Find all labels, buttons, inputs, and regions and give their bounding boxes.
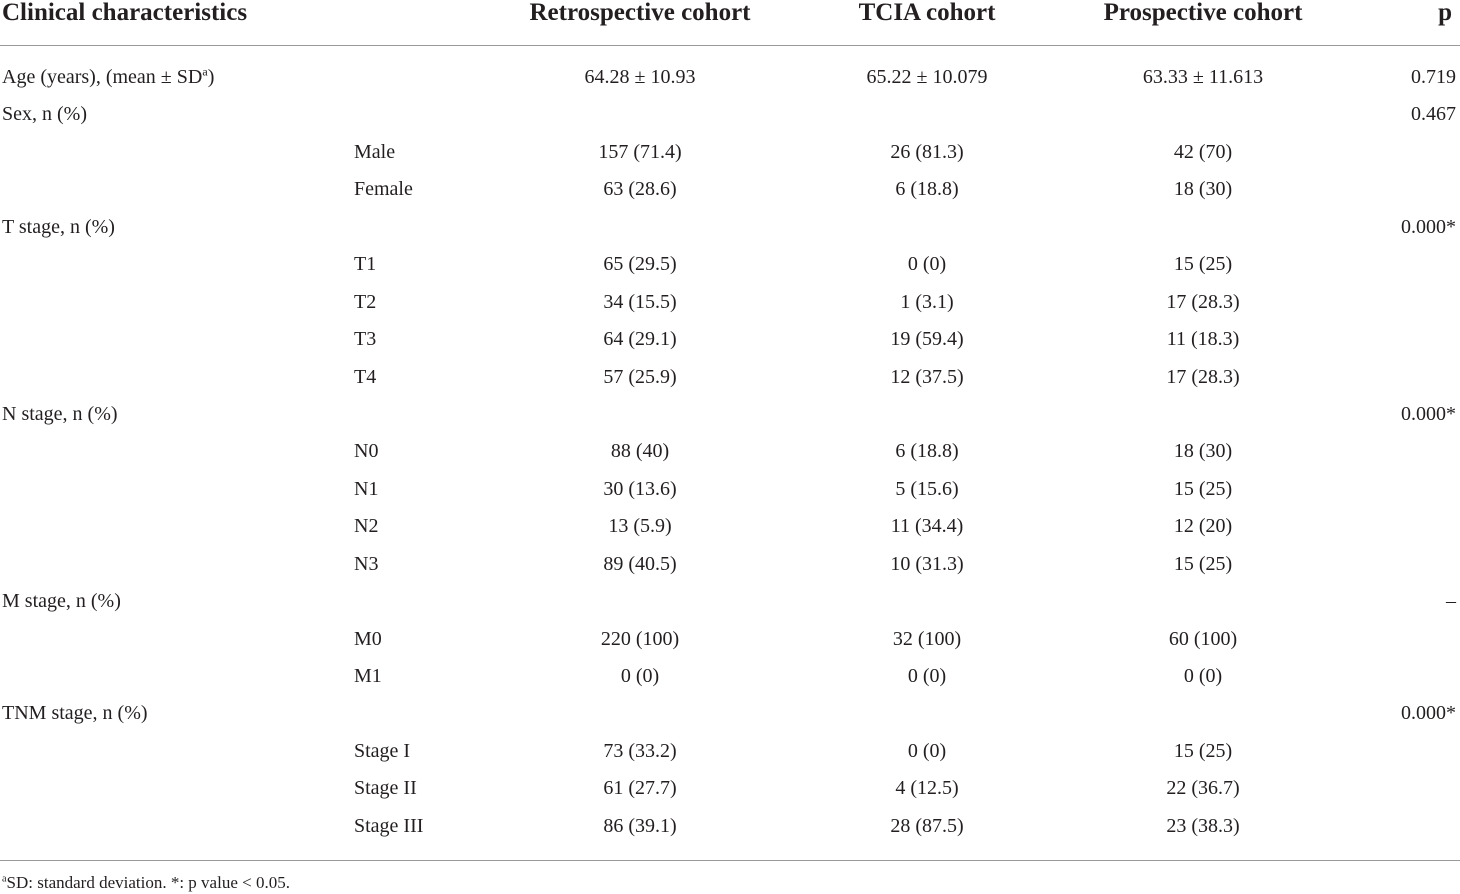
row-sublabel: T2: [354, 290, 377, 313]
row-label: [2, 66, 214, 88]
footnote-text: SD: standard deviation. *: p value < 0.05.: [6, 873, 290, 892]
cell-tcia: 12 (37.5): [890, 365, 964, 388]
table-row: [0, 171, 1460, 208]
cell-prospective: 42 (70): [1173, 140, 1233, 163]
row-sublabel: N3: [354, 552, 379, 575]
table-row: [0, 209, 1460, 246]
table-row: [0, 359, 1460, 396]
table-row: [0, 733, 1460, 770]
row-label: [2, 590, 121, 612]
cell-prospective: 17 (28.3): [1166, 290, 1240, 313]
row-label-text: T stage, n (%): [2, 215, 115, 238]
cell-retrospective: 34 (15.5): [603, 290, 677, 313]
cell-retrospective: 88 (40): [610, 440, 670, 463]
row-label-suffix: ): [207, 66, 215, 88]
cell-p-value: 0.000*: [1401, 215, 1456, 238]
row-sublabel: Stage II: [354, 777, 417, 800]
row-label-text: M stage, n (%): [2, 590, 121, 613]
row-sublabel: T3: [354, 328, 377, 351]
cell-tcia: 11 (34.4): [890, 515, 964, 538]
table-row: [0, 433, 1460, 470]
cell-retrospective: 57 (25.9): [603, 365, 677, 388]
cell-prospective: 63.33 ± 11.613: [1142, 66, 1264, 88]
cell-tcia: 10 (31.3): [890, 552, 964, 575]
table-row: [0, 96, 1460, 133]
cell-prospective: 23 (38.3): [1166, 814, 1240, 837]
header-p-value: p: [1438, 0, 1452, 26]
row-label: [2, 103, 87, 125]
table-row: [0, 770, 1460, 807]
table-row: [0, 508, 1460, 545]
table-row: [0, 284, 1460, 321]
row-sublabel: Stage I: [354, 739, 411, 762]
cell-retrospective: 0 (0): [620, 665, 660, 687]
cell-prospective: 60 (100): [1168, 627, 1238, 650]
table-row: [0, 621, 1460, 658]
row-label-text: Sex, n (%): [2, 103, 87, 126]
cell-tcia: 0 (0): [907, 739, 947, 762]
row-sublabel: N1: [354, 477, 379, 500]
header-clinical-characteristics: Clinical characteristics: [2, 0, 248, 26]
row-label: [2, 216, 115, 238]
cell-tcia: 1 (3.1): [900, 290, 954, 313]
row-sublabel: M0: [354, 627, 382, 650]
cell-retrospective: 89 (40.5): [603, 552, 677, 575]
cell-retrospective: 30 (13.6): [603, 477, 677, 500]
row-label-text: Age (years), (mean ± SD: [2, 66, 203, 88]
cell-prospective: 15 (25): [1173, 552, 1233, 575]
cell-tcia: 6 (18.8): [895, 178, 959, 201]
row-sublabel: M1: [354, 665, 382, 687]
table-bottom-rule: [0, 860, 1460, 861]
cell-tcia: 0 (0): [907, 253, 947, 276]
cell-prospective: 0 (0): [1183, 665, 1223, 687]
row-label-superscript: a: [202, 64, 208, 79]
cell-tcia: 4 (12.5): [895, 777, 959, 800]
row-sublabel: T4: [354, 365, 377, 388]
cell-p-value: 0.719: [1411, 66, 1456, 88]
table-row: [0, 695, 1460, 732]
cell-tcia: 6 (18.8): [895, 440, 959, 463]
cell-retrospective: 86 (39.1): [603, 814, 677, 837]
cell-retrospective: 65 (29.5): [603, 253, 677, 276]
row-sublabel: Male: [354, 140, 396, 163]
row-sublabel: N0: [354, 440, 379, 463]
header-tcia-cohort: TCIA cohort: [858, 0, 996, 26]
table-row: [0, 246, 1460, 283]
table-row: [0, 59, 1460, 96]
cell-prospective: 15 (25): [1173, 253, 1233, 276]
cell-tcia: 0 (0): [907, 665, 947, 687]
cell-tcia: 32 (100): [892, 627, 962, 650]
row-label-text: TNM stage, n (%): [2, 702, 148, 725]
cell-retrospective: 73 (33.2): [603, 739, 677, 762]
cell-prospective: 15 (25): [1173, 477, 1233, 500]
table-row: [0, 134, 1460, 171]
cell-tcia: 65.22 ± 10.079: [866, 66, 988, 88]
table-body: [0, 46, 1460, 845]
cell-p-value: 0.000*: [1401, 402, 1456, 425]
table-row: [0, 321, 1460, 358]
table-row: [0, 583, 1460, 620]
cell-retrospective: 61 (27.7): [603, 777, 677, 800]
header-retrospective-cohort: Retrospective cohort: [529, 0, 751, 26]
table-row: [0, 658, 1460, 695]
cell-tcia: 19 (59.4): [890, 328, 964, 351]
row-label-text: N stage, n (%): [2, 402, 118, 425]
row-sublabel: Stage III: [354, 814, 424, 837]
row-sublabel: N2: [354, 515, 379, 538]
table-header-row: [0, 0, 1460, 46]
cell-prospective: 18 (30): [1173, 178, 1233, 201]
table-row: [0, 546, 1460, 583]
cell-p-value: 0.467: [1411, 103, 1456, 126]
row-sublabel: T1: [354, 253, 377, 276]
cell-prospective: 12 (20): [1173, 515, 1233, 538]
table-row: [0, 808, 1460, 845]
row-label: [2, 403, 118, 425]
cell-tcia: 5 (15.6): [895, 477, 959, 500]
cell-retrospective: 64.28 ± 10.93: [584, 66, 696, 88]
cell-p-value: –: [1446, 590, 1456, 613]
table-row: [0, 396, 1460, 433]
cell-tcia: 26 (81.3): [890, 140, 964, 163]
footnote-superscript: a: [2, 873, 7, 885]
cell-retrospective: 157 (71.4): [598, 140, 682, 163]
cell-prospective: 17 (28.3): [1166, 365, 1240, 388]
cell-prospective: 22 (36.7): [1166, 777, 1240, 800]
cell-prospective: 11 (18.3): [1166, 328, 1240, 351]
table-footnote: [2, 873, 290, 893]
cell-p-value: 0.000*: [1401, 702, 1456, 725]
cell-retrospective: 13 (5.9): [608, 515, 672, 538]
table-row: [0, 471, 1460, 508]
cell-retrospective: 63 (28.6): [603, 178, 677, 201]
cell-prospective: 18 (30): [1173, 440, 1233, 463]
header-prospective-cohort: Prospective cohort: [1103, 0, 1303, 26]
cell-retrospective: 220 (100): [600, 627, 680, 650]
cell-retrospective: 64 (29.1): [603, 328, 677, 351]
cell-prospective: 15 (25): [1173, 739, 1233, 762]
row-sublabel: Female: [354, 178, 413, 201]
cell-tcia: 28 (87.5): [890, 814, 964, 837]
row-label: [2, 702, 148, 724]
